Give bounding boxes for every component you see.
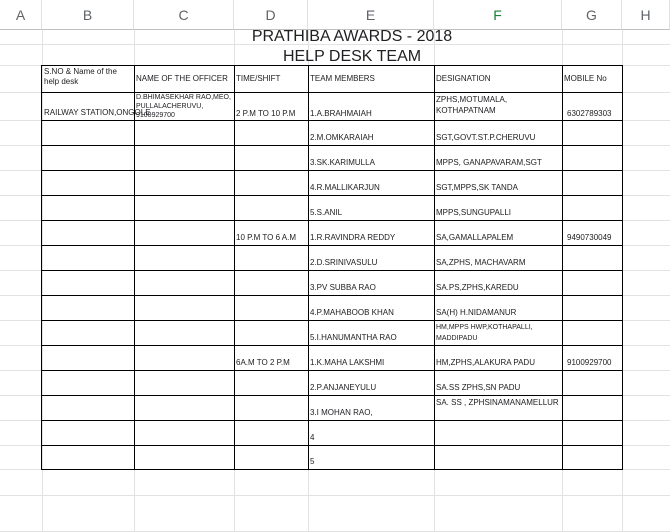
cell-mobile[interactable]	[562, 171, 622, 195]
cell-designation[interactable]: SA.PS,ZPHS,KAREDU	[436, 283, 519, 292]
cell-member[interactable]: 1.R.RAVINDRA REDDY	[310, 233, 396, 242]
cell-member[interactable]: 5.I.HANUMANTHA RAO	[310, 333, 397, 342]
cell-time[interactable]	[234, 246, 308, 270]
cell-mobile[interactable]	[562, 246, 622, 270]
cell-mobile[interactable]: 9490730049	[567, 233, 612, 242]
column-header-c[interactable]: C	[134, 0, 234, 30]
header-sno[interactable]: S.NO & Name of the help desk	[44, 67, 117, 86]
cell-member[interactable]: 4.R.MALLIKARJUN	[310, 183, 380, 192]
cell-time[interactable]	[234, 396, 308, 420]
column-header-g[interactable]: G	[562, 0, 622, 30]
cell-member[interactable]: 4	[310, 433, 315, 442]
header-mobile[interactable]: MOBILE No	[564, 74, 607, 83]
cell-mobile[interactable]	[562, 121, 622, 145]
cell-mobile[interactable]	[562, 296, 622, 320]
cell-designation[interactable]: SGT,GOVT.ST.P.CHERUVU	[436, 133, 536, 142]
cell-designation[interactable]	[434, 421, 562, 445]
cell-member[interactable]: 1.K.MAHA LAKSHMI	[310, 358, 385, 367]
cell-time[interactable]	[234, 371, 308, 395]
cell-member[interactable]: 2.P.ANJANEYULU	[310, 383, 377, 392]
column-header-h[interactable]: H	[622, 0, 670, 30]
cell-time[interactable]	[234, 271, 308, 295]
cell-designation[interactable]: HM,MPPS HWP,KOTHAPALLI, MADDIPADU	[436, 324, 533, 342]
cell-designation[interactable]: SA. SS , ZPHSINAMANAMELLUR	[436, 398, 559, 407]
cell-designation[interactable]: ZPHS,MOTUMALA, KOTHAPATNAM	[436, 95, 508, 115]
column-header-e[interactable]: E	[308, 0, 434, 30]
cell-designation[interactable]: SA(H) H.NIDAMANUR	[436, 308, 517, 317]
cell-designation[interactable]: SGT,MPPS,SK TANDA	[436, 183, 518, 192]
cell-designation[interactable]: SA.SS ZPHS,SN PADU	[436, 383, 521, 392]
cell-time[interactable]: 6A.M TO 2 P.M	[236, 358, 290, 367]
cell-member[interactable]: 4.P.MAHABOOB KHAN	[310, 308, 394, 317]
cell-member[interactable]: 5.S.ANIL	[310, 208, 343, 217]
table-border-vertical	[622, 65, 623, 470]
column-header-b[interactable]: B	[42, 0, 134, 30]
desk-name[interactable]: RAILWAY STATION,ONGOLE	[44, 108, 151, 117]
column-header-d[interactable]: D	[234, 0, 308, 30]
table-border-horizontal	[41, 469, 623, 470]
cell-designation[interactable]: SA,ZPHS, MACHAVARM	[436, 258, 526, 267]
sheet-title: PRATHIBA AWARDS - 2018	[251, 28, 453, 45]
cell-member[interactable]: 2.M.OMKARAIAH	[310, 133, 374, 142]
cell-mobile[interactable]	[562, 146, 622, 170]
cell-time[interactable]	[234, 321, 308, 345]
cell-mobile[interactable]: 9100929700	[567, 358, 612, 367]
cell-designation[interactable]: MPPS, GANAPAVARAM,SGT	[436, 158, 542, 167]
cell-mobile[interactable]	[562, 446, 622, 469]
cell-time[interactable]	[234, 446, 308, 469]
cell-designation[interactable]: SA,GAMALLAPALEM	[436, 233, 514, 242]
officer-name[interactable]: D.BHIMASEKHAR RAO,MEO, PULLALACHERUVU, 9100929700	[136, 94, 231, 119]
cell-mobile[interactable]	[562, 421, 622, 445]
cell-time[interactable]: 2 P.M TO 10 P.M	[236, 109, 296, 118]
cell-time[interactable]	[234, 196, 308, 220]
cell-member[interactable]: 2.D.SRINIVASULU	[310, 258, 378, 267]
column-header-a[interactable]: A	[0, 0, 42, 30]
cell-time[interactable]: 10 P.M TO 6 A.M	[236, 233, 297, 242]
column-header-f[interactable]: F	[434, 0, 562, 30]
cell-mobile[interactable]: 6302789303	[567, 109, 612, 118]
header-members[interactable]: TEAM MEMBERS	[310, 74, 375, 83]
header-time[interactable]: TIME/SHIFT	[236, 74, 281, 83]
cell-time[interactable]	[234, 146, 308, 170]
cell-mobile[interactable]	[562, 396, 622, 420]
header-designation[interactable]: DESIGNATION	[436, 74, 491, 83]
cell-time[interactable]	[234, 171, 308, 195]
cell-member[interactable]: 5	[310, 457, 315, 466]
cell-time[interactable]	[234, 121, 308, 145]
cell-member[interactable]: 3.I MOHAN RAO,	[310, 408, 373, 417]
cell-designation[interactable]: MPPS,SUNGUPALLI	[436, 208, 511, 217]
table-border-vertical	[41, 65, 42, 470]
cell-member[interactable]: 3.PV SUBBA RAO	[310, 283, 376, 292]
header-officer[interactable]: NAME OF THE OFFICER	[136, 74, 228, 83]
cell-designation[interactable]: HM,ZPHS,ALAKURA PADU	[436, 358, 535, 367]
cell-member[interactable]: 1.A.BRAHMAIAH	[310, 109, 372, 118]
cell-time[interactable]	[234, 296, 308, 320]
sheet-subtitle: HELP DESK TEAM	[282, 48, 422, 65]
cell-mobile[interactable]	[562, 371, 622, 395]
cell-member[interactable]: 3.SK.KARIMULLA	[310, 158, 375, 167]
cell-mobile[interactable]	[562, 321, 622, 345]
cell-designation[interactable]	[434, 446, 562, 469]
cell-time[interactable]	[234, 421, 308, 445]
table-border-vertical	[134, 65, 135, 470]
gridline-horizontal	[0, 495, 670, 496]
cell-mobile[interactable]	[562, 271, 622, 295]
cell-mobile[interactable]	[562, 196, 622, 220]
